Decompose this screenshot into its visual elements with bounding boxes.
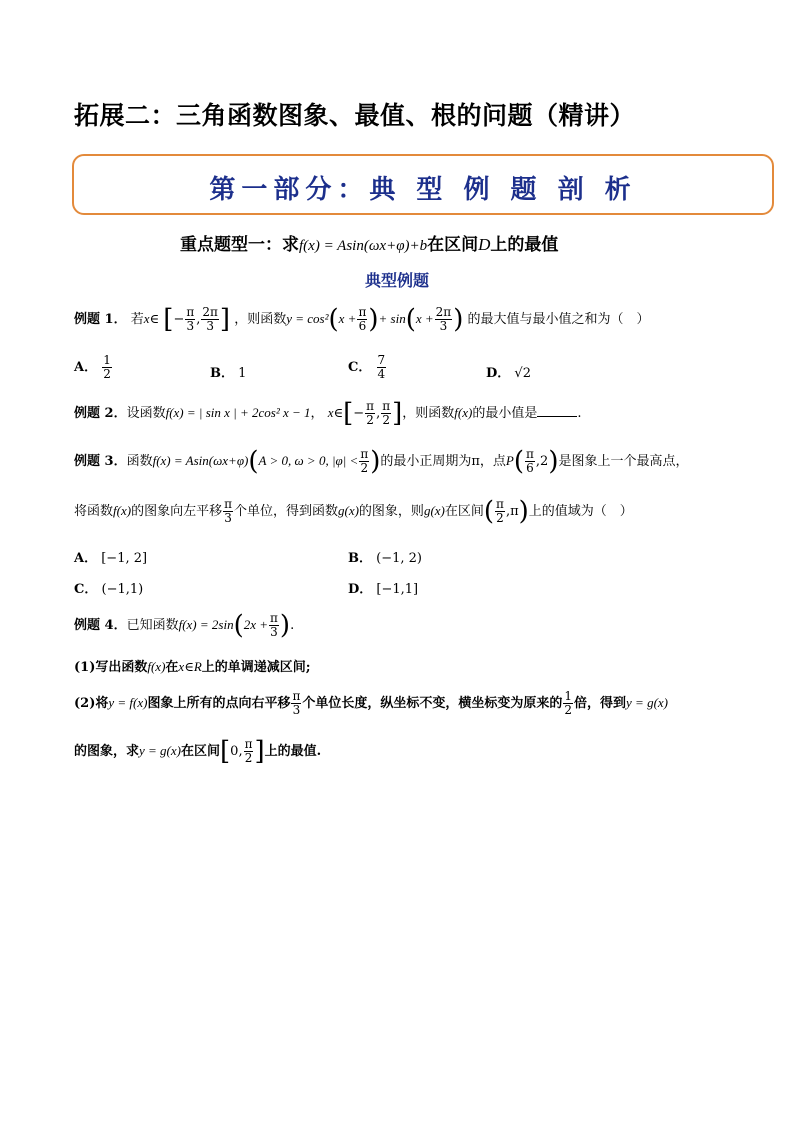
- topic-suffix-1: 在区间: [427, 235, 479, 255]
- ex1-text-2: ，则函数: [234, 312, 287, 327]
- example-1: 例题 1． 若x∈ [− $\frac{\pi}{3}$ , $\frac{2\pi}{3}$ ] ，则函数y = cos²(x + $\frac{\pi}{6}$ )+ sin(x + $\frac{2\pi}{3}$ ) 的最大值与最小值之和为（ ）: [74, 304, 650, 335]
- ex3-option-b: B． (−1, 2): [348, 551, 422, 566]
- topic-prefix: 重点题型一：求: [180, 235, 299, 255]
- example-4: 例题 4．已知函数f(x) = 2sin(2x + $\frac{\pi}{3}$ ).: [74, 610, 295, 641]
- example-4-part-2-cont: 的图象，求y = g(x)在区间[0, $\frac{\pi}{2}$ ]上的最值.: [74, 736, 322, 767]
- ex2-int-b: $\frac{\pi}{2}$: [382, 399, 391, 427]
- subtitle: 典型例题: [364, 271, 429, 290]
- ex1-cos: y = cos²: [286, 311, 329, 326]
- bracket-open: [: [163, 304, 174, 335]
- example-3-line-2: 将函数f(x)的图象向左平移 $\frac{\pi}{3}$ 个单位，得到函数g(x)的图象，则g(x)在区间( $\frac{\pi}{2}$ ,π)上的值域为（ ）: [74, 496, 633, 527]
- document-title: 拓展二：三角函数图象、最值、根的问题（精讲）: [74, 101, 636, 130]
- ex2-int-a: $\frac{\pi}{2}$: [366, 399, 375, 427]
- section-banner: [72, 154, 774, 215]
- ex1-option-c: C． $\frac{7}{4}$: [348, 353, 386, 381]
- ex1-sin: + sin: [378, 311, 406, 326]
- example-1-label: 例题 1．: [74, 312, 127, 327]
- ex1-option-d: D． √2: [486, 366, 531, 381]
- ex1-frac-1: $\frac{\pi}{6}$: [358, 305, 367, 333]
- example-2-label: 例题 2．: [74, 406, 127, 421]
- ex3-option-a: A． [−1, 2]: [74, 551, 148, 566]
- example-4-label: 例题 4．: [74, 618, 127, 633]
- ex1-int-right: $\frac{2\pi}{3}$: [202, 305, 218, 333]
- ex1-text-1: 若: [130, 312, 144, 327]
- ex1-option-b: B． 1: [210, 366, 247, 381]
- ex1-option-a: A． $\frac{1}{2}$: [74, 353, 111, 381]
- topic-suffix-2: 上的最值: [490, 235, 559, 255]
- ex2-formula: f(x) = | sin x | + 2cos² x − 1: [165, 405, 311, 420]
- example-3: 例题 3．函数f(x) = Asin(ωx+φ)(A > 0, ω > 0, |φ| < $\frac{\pi}{2}$ )的最小正周期为π，点P( $\frac{\pi}{6}$ ,2)是图象上一个最高点，: [74, 446, 689, 477]
- example-4-part-1: (1)写出函数f(x)在x∈R上的单调递减区间;: [74, 659, 311, 675]
- example-4-part-2: (2)将y = f(x)图象上所有的点向右平移 $\frac{\pi}{3}$ 个单位长度，纵坐标不变，横坐标变为原来的 $\frac{1}{2}$ 倍，得到y = g(x): [74, 689, 669, 717]
- section-title: 第一部分：典 型 例 题 剖 析: [209, 175, 637, 205]
- topic-heading: [180, 230, 558, 255]
- answer-blank[interactable]: [537, 404, 577, 417]
- ex1-frac-2: $\frac{2\pi}{3}$: [435, 305, 452, 333]
- bracket-close: ]: [219, 304, 231, 335]
- topic-formula: f(x) = Asin(ωx+φ)+b: [299, 238, 428, 254]
- topic-domain-var: D: [478, 235, 491, 254]
- ex1-int-left: $\frac{\pi}{3}$: [186, 305, 195, 333]
- ex3-option-d: D． [−1,1]: [348, 582, 419, 597]
- ex1-text-3: 的最大值与最小值之和为（ ）: [467, 312, 650, 327]
- example-2: 例题 2．设函数f(x) = | sin x | + 2cos² x − 1， x∈[− $\frac{\pi}{2}$ , $\frac{\pi}{2}$ ]，则函数f(x)的最小值是 .: [74, 398, 582, 429]
- example-3-label: 例题 3．: [74, 454, 127, 469]
- ex1-x-in: x∈: [143, 311, 160, 326]
- ex3-option-c: C． (−1,1): [74, 582, 144, 597]
